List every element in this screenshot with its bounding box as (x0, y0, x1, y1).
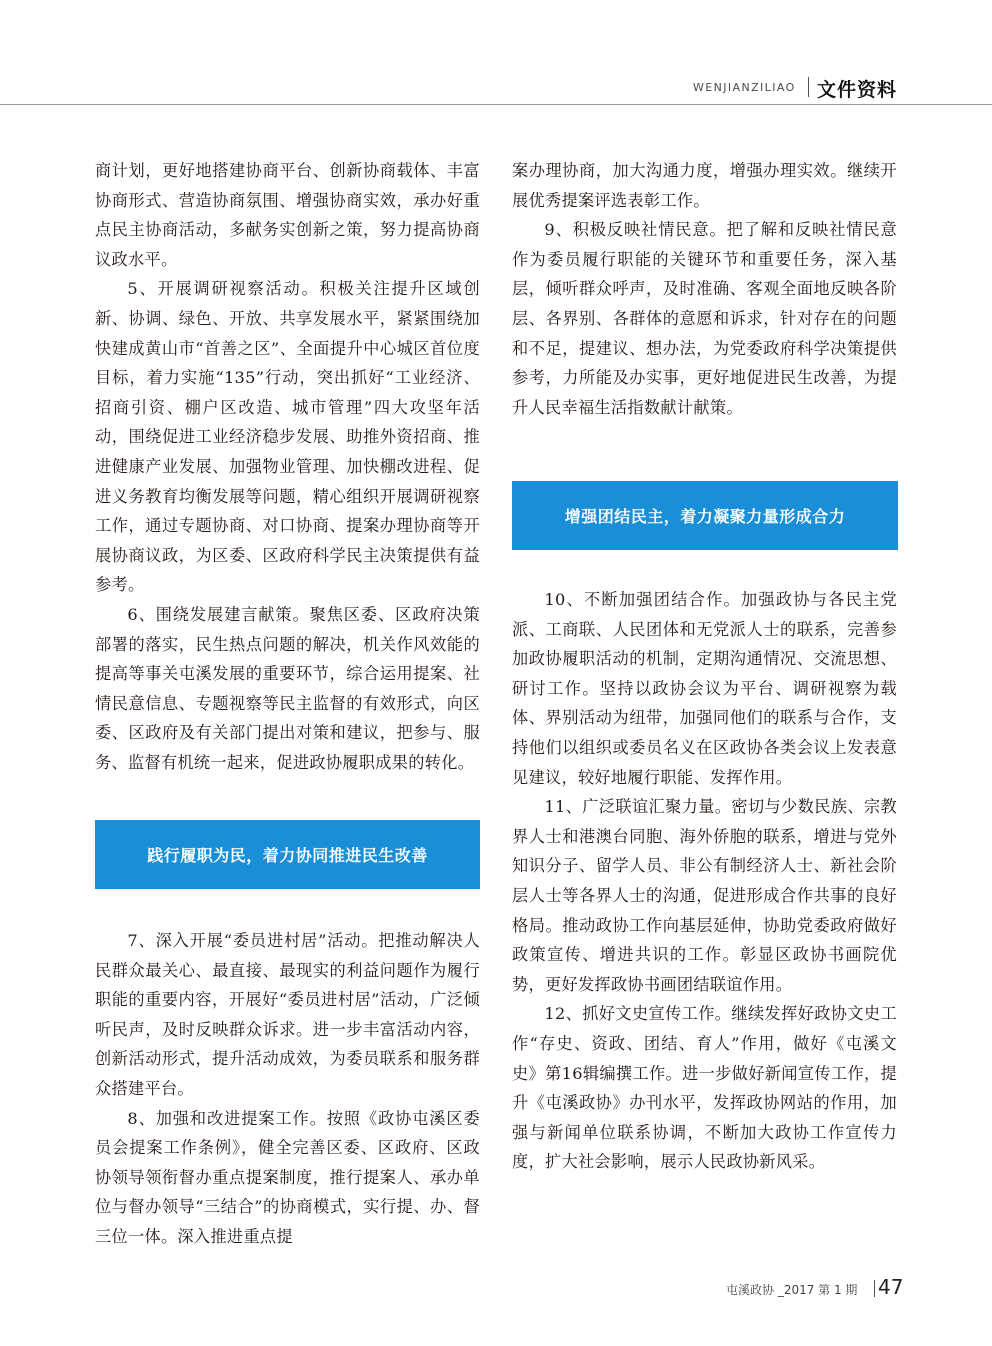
paragraph: 12、抓好文史宣传工作。继续发挥好政协文史工作“存史、资政、团结、育人”作用，做好《屯溪文史》第16辑编撰工作。进一步做好新闻宣传工作，提升《屯溪政协》办刊水平，发挥政协网站的作用，加强与新闻单位联系协调，不断加大政协工作宣传力度，扩大社会影响，展示人民政协新风采。 (512, 1004, 897, 1172)
right-column-bottom (512, 585, 897, 1177)
paragraph: 7、深入开展“委员进村居”活动。把推动解决人民群众最关心、最直接、最现实的利益问题作为履行职能的重要内容，开展好“委员进村居”活动，广泛倾听民声，及时反映群众诉求。进一步丰富活动内容，创新活动形式，提升活动成效，为委员联系和服务群众搭建平台。 (95, 931, 480, 1098)
paragraph: 5、开展调研视察活动。积极关注提升区域创新、协调、绿色、开放、共享发展水平，紧紧围绕加快建成黄山市“首善之区”、全面提升中心城区首位度目标，着力实施“135”行动，突出抓好“工业经济、招商引资、棚户区改造、城市管理”四大攻坚年活动，围绕促进工业经济稳步发展、助推外资招商、推进健康产业发展、加强物业管理、加快棚改进程、促进义务教育均衡发展等问题，精心组织开展调研视察工作，通过专题协商、对口协商、提案办理协商等开展协商议政，为区委、区政府科学民主决策提供有益参考。 (95, 279, 480, 595)
header-section-pinyin: WENJIANZILIAO (693, 81, 796, 94)
page-header (693, 75, 903, 99)
right-column-top (512, 156, 897, 422)
paragraph: 案办理协商，加大沟通力度，增强办理实效。继续开展优秀提案评选表彰工作。 (512, 161, 897, 210)
paragraph: 8、加强和改进提案工作。按照《政协屯溪区委员会提案工作条例》，健全完善区委、区政府、区政协领导领衔督办重点提案制度，推行提案人、承办单位与督办领导“三结合”的协商模式，实行提、办、督三位一体。深入推进重点提 (95, 1108, 480, 1246)
footer-divider (874, 1280, 875, 1297)
header-rule (0, 104, 992, 105)
paragraph: 商计划，更好地搭建协商平台、创新协商载体、丰富协商形式、营造协商氛围、增强协商实效，承办好重点民主协商活动，多献务实创新之策，努力提高协商议政水平。 (95, 161, 480, 269)
left-column-top (95, 156, 480, 777)
section-banner-livelihood: 践行履职为民，着力协同推进民生改善 (95, 820, 480, 889)
section-banner-unity: 增强团结民主，着力凝聚力量形成合力 (512, 481, 898, 550)
paragraph: 6、围绕发展建言献策。聚焦区委、区政府决策部署的落实，民生热点问题的解决，机关作风效能的提高等事关屯溪发展的重要环节，综合运用提案、社情民意信息、专题视察等民主监督的有效形式，向区委、区政府及有关部门提出对策和建议，把参与、服务、监督有机统一起来，促进政协履职成果的转化。 (95, 604, 480, 772)
page-number: 47 (878, 1275, 904, 1299)
paragraph: 9、积极反映社情民意。把了解和反映社情民意作为委员履行职能的关键环节和重要任务，深入基层，倾听群众呼声，及时准确、客观全面地反映各阶层、各界别、各群体的意愿和诉求，针对存在的问题和不足，提建议、想办法，为党委政府科学决策提供参考，力所能及办实事，更好地促进民生改善，为提升人民幸福生活指数献计献策。 (512, 220, 897, 417)
paragraph: 11、广泛联谊汇聚力量。密切与少数民族、宗教界人士和港澳台同胞、海外侨胞的联系，增进与党外知识分子、留学人员、非公有制经济人士、新社会阶层人士等各界人士的沟通，促进形成合作共事的良好格局。推动政协工作向基层延伸，协助党委政府做好政策宣传、增进共识的工作。彰显区政协书画院优势，更好发挥政协书画团结联谊作用。 (512, 797, 897, 994)
header-section-title: 文件资料 (817, 79, 898, 101)
footer-issue: 屯溪政协 _2017 第 1 期 (726, 1283, 858, 1297)
header-divider (808, 77, 809, 97)
left-column-bottom (95, 926, 480, 1252)
paragraph: 10、不断加强团结合作。加强政协与各民主党派、工商联、人民团体和无党派人士的联系，完善参加政协履职活动的机制，定期沟通情况、交流思想、研讨工作。坚持以政协会议为平台、调研视察为载体、界别活动为纽带，加强同他们的联系与合作，支持他们以组织或委员名义在区政协各类会议上发表意见建议，较好地履行职能、发挥作用。 (512, 590, 897, 787)
